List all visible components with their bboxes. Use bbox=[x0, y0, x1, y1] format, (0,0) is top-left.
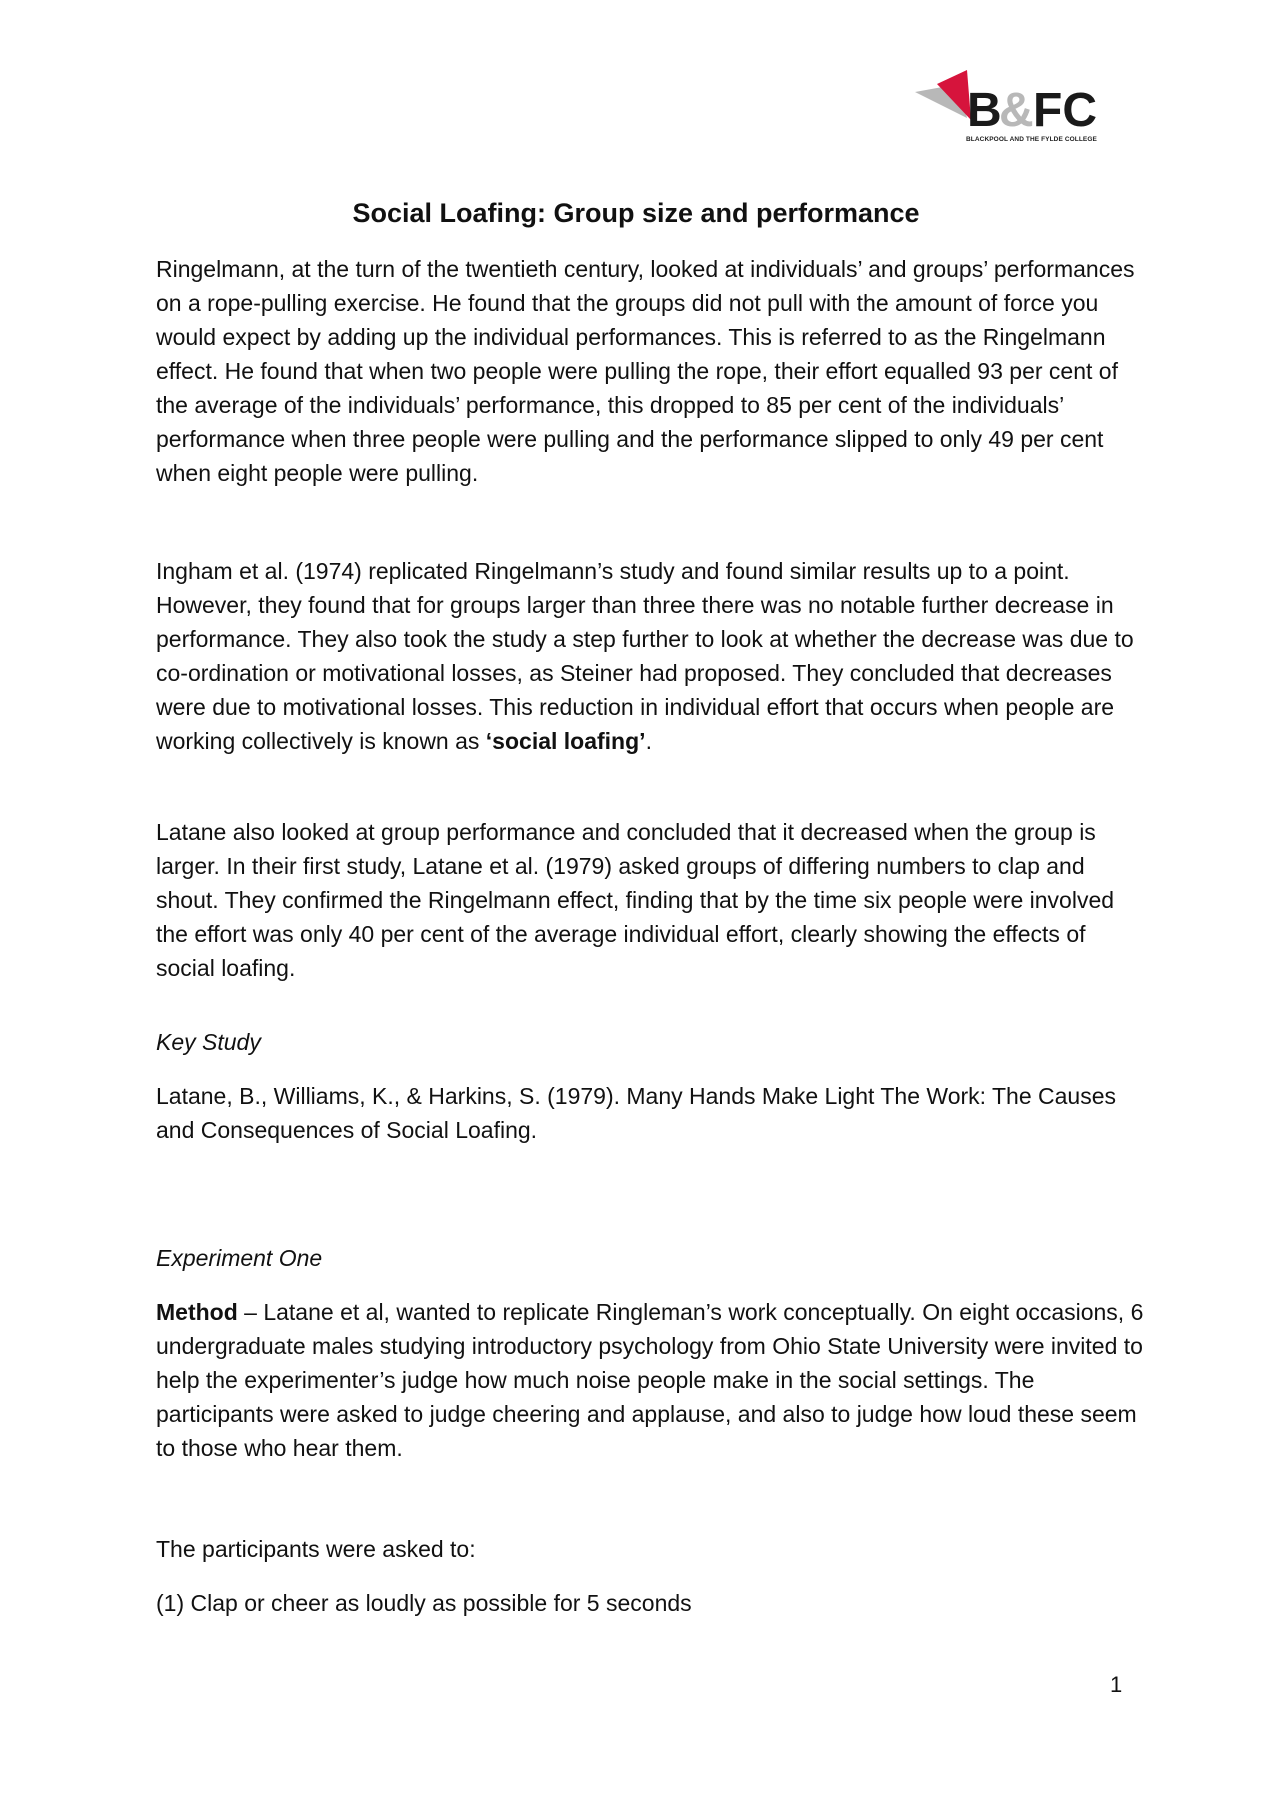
page-number: 1 bbox=[1110, 1672, 1123, 1697]
experiment-heading: Experiment One bbox=[156, 1245, 323, 1271]
logo-wordmark-fc: FC bbox=[1033, 84, 1097, 137]
paragraph-latane: Latane also looked at group performance and concluded that it decreased when the group is larger. In their first study, Latane et al. (1979) asked groups of differing numbers to clap and shout. They confirmed the Ringelmann effect, finding that by the time six people were involved the effort was only 40 per cent of the average individual effort, clearly showing the effects of social loafing. bbox=[156, 819, 1115, 981]
method-label: Method bbox=[156, 1299, 238, 1325]
paragraph-ingham bbox=[156, 554, 1146, 758]
logo-wordmark-b: B bbox=[967, 84, 1002, 137]
key-study-citation: Latane, B., Williams, K., & Harkins, S. (1979). Many Hands Make Light The Work: The Causes and Consequences of Social Loafing. bbox=[156, 1083, 1117, 1143]
key-study-heading: Key Study bbox=[156, 1029, 261, 1055]
social-loafing-term: ‘social loafing’ bbox=[485, 728, 646, 754]
method-text: – Latane et al, wanted to replicate Ringleman’s work conceptually. On eight occasions, 6 undergraduate males studying introductory psychology from Ohio State University were invited to help the experimenter’s judge how much noise people make in the social settings. The participants were asked to judge cheering and applause, and also to judge how loud these seem to those who hear them. bbox=[156, 1299, 1144, 1461]
paragraph-ringelmann: Ringelmann, at the turn of the twentieth century, looked at individuals’ and groups’ performances on a rope-pulling exercise. He found that the groups did not pull with the amount of force you would expect by adding up the individual performances. This is referred to as the Ringelmann effect. He found that when two people were pulling the rope, their effort equalled 93 per cent of the average of the individuals’ performance, this dropped to 85 per cent of the individuals’ performance when three people were pulling and the performance slipped to only 49 per cent when eight people were pulling. bbox=[156, 256, 1135, 486]
procedure-step: (1) Clap or cheer as loudly as possible for 5 seconds bbox=[156, 1590, 692, 1616]
document-title: Social Loafing: Group size and performance bbox=[352, 198, 920, 228]
paragraph-ingham-text: Ingham et al. (1974) replicated Ringelmann’s study and found similar results up to a point. However, they found that for groups larger than three there was no notable further decrease in performance. They also took the study a step further to look at whether the decrease was due to co-ordination or motivational losses, as Steiner had proposed. They concluded that decreases were due to motivational losses. This reduction in individual effort that occurs when people are working collectively is known as bbox=[156, 558, 1134, 754]
asked-intro: The participants were asked to: bbox=[156, 1536, 476, 1562]
logo-tagline: BLACKPOOL AND THE FYLDE COLLEGE bbox=[966, 136, 1097, 143]
method-paragraph bbox=[156, 1295, 1146, 1465]
paragraph-ingham-end: . bbox=[645, 728, 652, 754]
logo-wordmark-amp: & bbox=[999, 84, 1034, 137]
